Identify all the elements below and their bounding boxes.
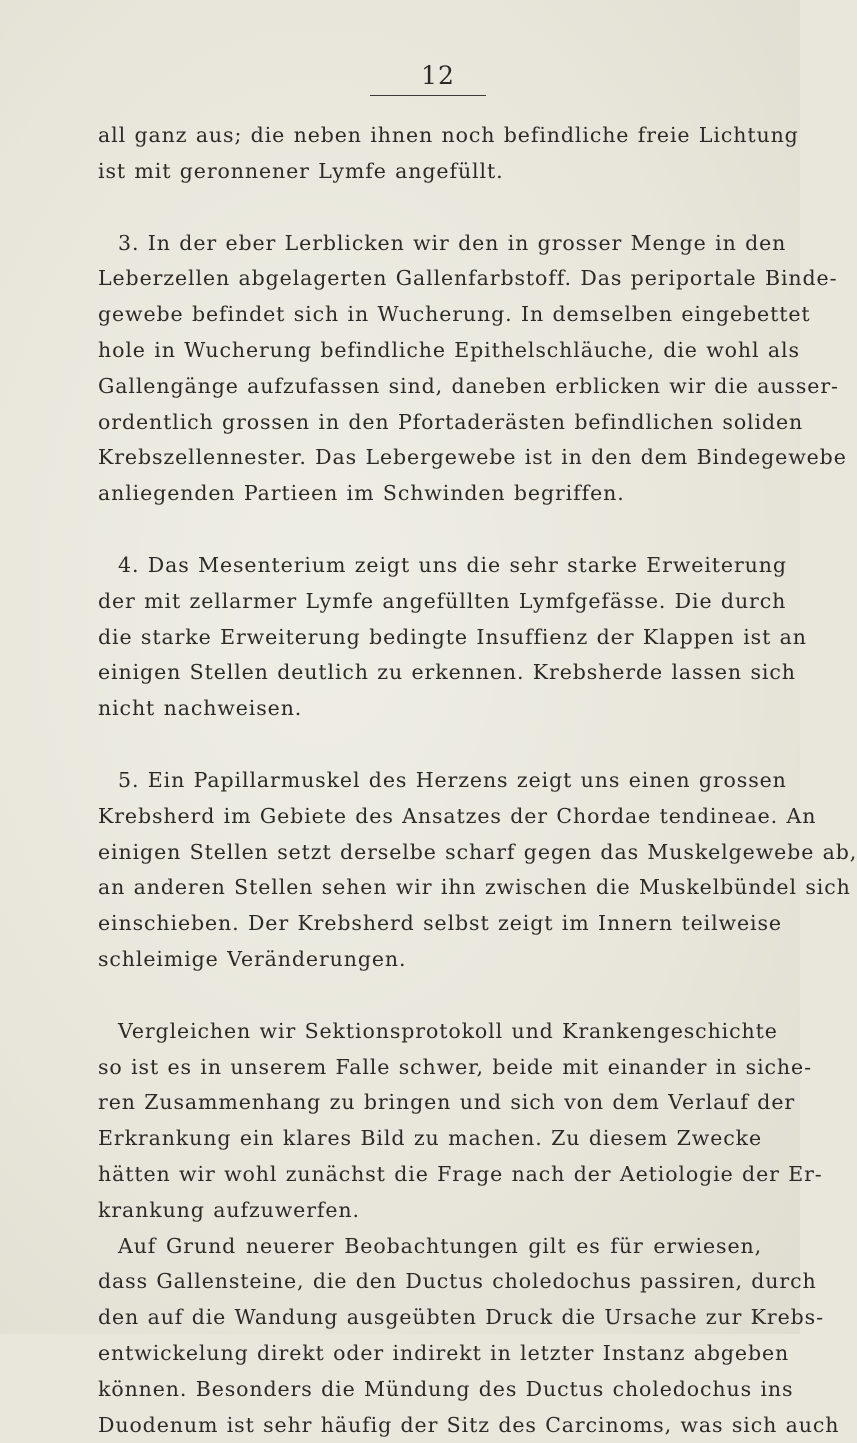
text-line: die starke Erweiterung bedingte Insuffienz der Klappen ist an <box>98 620 762 656</box>
text-line: Krebszellennester. Das Lebergewebe ist in den dem Bindegewebe <box>98 440 762 476</box>
text-line: ren Zusammenhang zu bringen und sich von dem Verlauf der <box>98 1085 762 1121</box>
text-line: anliegenden Partieen im Schwinden begriffen. <box>98 476 762 512</box>
text-line: Erkrankung ein klares Bild zu machen. Zu diesem Zwecke <box>98 1121 762 1157</box>
paragraph-aetiology <box>98 1229 762 1443</box>
text-line: 4. Das Mesenterium zeigt uns die sehr starke Erweiterung <box>98 548 762 584</box>
text-line: nicht nachweisen. <box>98 691 762 727</box>
paragraph-4 <box>98 548 762 727</box>
paragraph-comparison <box>98 1014 762 1229</box>
text-line: an anderen Stellen sehen wir ihn zwischen die Muskelbündel sich <box>98 870 762 906</box>
text-line: ordentlich grossen in den Pfortaderästen befindlichen soliden <box>98 405 762 441</box>
text-line: den auf die Wandung ausgeübten Druck die Ursache zur Krebs- <box>98 1300 762 1336</box>
paragraph-3 <box>98 226 762 512</box>
text-line: Duodenum ist sehr häufig der Sitz des Carcinoms, was sich auch <box>98 1408 762 1443</box>
text-line: schleimige Veränderungen. <box>98 942 762 978</box>
paragraph-gap <box>98 512 762 548</box>
text-line: Auf Grund neuerer Beobachtungen gilt es für erwiesen, <box>98 1229 762 1265</box>
text-line: krankung aufzuwerfen. <box>98 1193 762 1229</box>
header-rule <box>370 95 486 96</box>
text-line: Krebsherd im Gebiete des Ansatzes der Chordae tendineae. An <box>98 799 762 835</box>
text-line: so ist es in unserem Falle schwer, beide mit einander in siche- <box>98 1050 762 1086</box>
text-line: all ganz aus; die neben ihnen noch befindliche freie Lichtung <box>98 118 762 154</box>
text-line: gewebe befindet sich in Wucherung. In demselben eingebettet <box>98 297 762 333</box>
body-text <box>98 118 762 1443</box>
text-line: ist mit geronnener Lymfe angefüllt. <box>98 154 762 190</box>
text-line: Leberzellen abgelagerten Gallenfarbstoff. Das periportale Binde- <box>98 261 762 297</box>
text-line: einschieben. Der Krebsherd selbst zeigt im Innern teilweise <box>98 906 762 942</box>
text-line: können. Besonders die Mündung des Ductus choledochus ins <box>98 1372 762 1408</box>
text-line: einigen Stellen deutlich zu erkennen. Krebsherde lassen sich <box>98 655 762 691</box>
paragraph-gap <box>98 978 762 1014</box>
paragraph-5 <box>98 763 762 978</box>
text-line: hole in Wucherung befindliche Epithelschläuche, die wohl als <box>98 333 762 369</box>
text-line: 5. Ein Papillarmuskel des Herzens zeigt uns einen grossen <box>98 763 762 799</box>
text-line: der mit zellarmer Lymfe angefüllten Lymfgefässe. Die durch <box>98 584 762 620</box>
text-line: entwickelung direkt oder indirekt in letzter Instanz abgeben <box>98 1336 762 1372</box>
paragraph-gap <box>98 727 762 763</box>
text-line: Gallengänge aufzufassen sind, daneben erblicken wir die ausser- <box>98 369 762 405</box>
paragraph-continuation <box>98 118 762 190</box>
text-line: einigen Stellen setzt derselbe scharf gegen das Muskelgewebe ab, <box>98 835 762 871</box>
text-line: hätten wir wohl zunächst die Frage nach der Aetiologie der Er- <box>98 1157 762 1193</box>
text-line: Vergleichen wir Sektionsprotokoll und Krankengeschichte <box>98 1014 762 1050</box>
paragraph-gap <box>98 190 762 226</box>
page-number: 12 <box>388 62 488 90</box>
text-line: dass Gallensteine, die den Ductus choledochus passiren, durch <box>98 1264 762 1300</box>
text-line: 3. In der eber Lerblicken wir den in grosser Menge in den <box>98 226 762 262</box>
